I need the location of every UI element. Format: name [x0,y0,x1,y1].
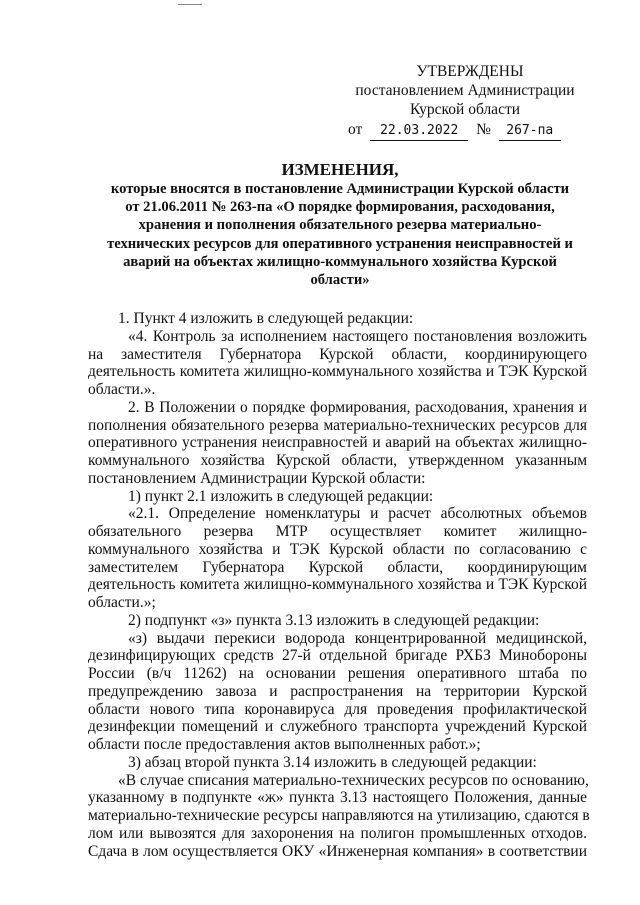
body-line: 2) подпункт «з» пункта 3.13 изложить в следующей редакции: [128,611,540,629]
body-line: «4. Контроль за исполнением настоящего постановления возложить [128,327,587,345]
body-line: 1. Пункт 4 изложить в следующей редакции: [118,310,414,327]
approval-number: 267-па [499,121,561,141]
body-line: России (в/ч 11262) на основании решения оперативного штаба по [88,665,587,682]
body-line: заместителем Губернатора Курской области, координирующим [88,558,587,576]
heading-line: которые вносятся в постановление Администрации Курской области [110,181,570,197]
body-line: деятельность комитета жилищно-коммунального хозяйства и ТЭК Курской [88,576,587,594]
body-line: 1) пункт 2.1 изложить в следующей редакции: [128,487,434,505]
body-line: коммунального хозяйства и ТЭК Курской области по согласованию с [88,540,587,558]
body-line: указанному в подпункте «ж» пункта 3.13 настоящего Положения, данные [88,789,587,807]
body-line: пополнения обязательного резерва материально-технических ресурсов для [88,416,587,434]
body-line: 2. В Положении о порядке формирования, расходования, хранения и [128,398,587,416]
body-line: 3) абзац второй пункта 3.14 изложить в следующей редакции: [128,753,537,771]
body-line: «В случае списания материально-технических ресурсов по основанию, [118,771,589,789]
body-line: обязательного резерва МТР осуществляет комитет жилищно- [88,523,587,540]
heading-line: технических ресурсов для оперативного устранения неисправностей и [107,235,573,252]
body-line: области после предоставления актов выполненных работ.»; [88,736,481,753]
heading-line: хранения и пополнения обязательного резерва материально- [138,217,542,234]
approval-issuer: постановлением Администрации [355,82,575,99]
body-line: постановлением Администрации Курской области: [88,469,426,487]
approval-title: УТВЕРЖДЕНЫ [416,63,524,80]
body-line: коммунального хозяйства Курской области, утвержденном указанным [88,452,587,469]
body-line: области.». [88,381,156,398]
from-label: от [348,121,363,138]
approval-reference [348,120,561,141]
body-line: «з) выдачи перекиси водорода концентрированной медицинской, [128,629,587,647]
document-title: ИЗМЕНЕНИЯ, [281,160,399,179]
approval-region: Курской области [409,101,521,118]
body-line: лом или вывозятся для захоронения на полигон промышленных отходов. [88,824,587,842]
body-line: материально-технические ресурсы направляются на утилизацию, сдаются в [88,807,590,824]
body-line: дезинфекции помещений и служебного транспорта учреждений Курской [88,718,587,736]
heading-line: аварий на объектах жилищно-коммунального хозяйства Курской [123,253,557,270]
body-line: предупреждению завоза и распространения на территории Курской [88,682,587,700]
heading-line: области» [310,272,370,289]
body-line: Сдача в лом осуществляется ОКУ «Инженерная компания» в соответствии [88,842,587,860]
body-line: области.»; [88,594,156,611]
approval-date: 22.03.2022 [370,121,468,141]
document-body [88,310,590,860]
body-line: деятельность комитета жилищно-коммунального хозяйства и ТЭК Курской [88,363,587,381]
body-line: оперативного устранения неисправностей и аварий на объектах жилищно- [88,434,587,452]
body-line: дезинфицирующих средств 27-й отдельной бригаде РХБЗ Минобороны [88,647,587,665]
body-line: на заместителя Губернатора Курской области, координирующего [88,345,587,363]
body-line: «2.1. Определение номенклатуры и расчет абсолютных объемов [128,505,587,523]
heading-line: от 21.06.2011 № 263-па «О порядке формирования, расходования, [125,199,555,216]
approval-block [340,62,590,138]
scan-mark [178,4,202,5]
number-sign: № [476,121,491,138]
document-heading [80,160,600,289]
body-line: области нового типа коронавируса для проведения профилактической [88,700,587,718]
